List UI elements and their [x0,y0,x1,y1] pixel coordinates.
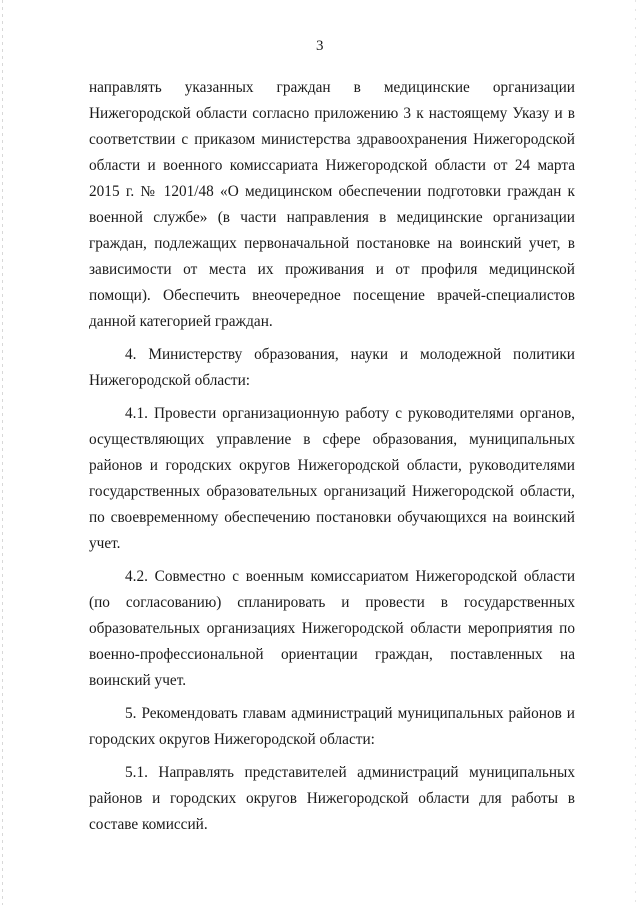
paragraph-item-5-1: 5.1. Направлять представителей администраций муниципальных районов и городских округов Нижегородской области для работы в составе комиссий. [89,764,575,833]
paragraph-item-4-1: 4.1. Провести организационную работу с руководителями органов, осуществляющих управление в сфере образования, муниципальных районов и городских округов Нижегородской области, руководителями государственных образовательных организаций Нижегородской области, по своевременному обеспечению постановки обучающихся на воинский учет. [89,405,575,552]
page-number: 3 [316,38,324,54]
paragraph-continuation: направлять указанных граждан в медицинские организации Нижегородской области согласно приложению 3 к настоящему Указу и в соответствии с приказом министерства здравоохранения Нижегородской области и военного комиссариата Нижегородской области от 24 марта 2015 г. № 1201/48 «О медицинском обеспечении подготовки граждан к военной службе» (в части направления в медицинские организации граждан, подлежащих первоначальной постановке на воинский учет, в зависимости от места их проживания и от профиля медицинской помощи). Обеспечить внеочередное посещение врачей-специалистов данной категорией граждан. [89,79,575,330]
paragraph-item-4-2: 4.2. Совместно с военным комиссариатом Нижегородской области (по согласованию) спланировать и провести в государственных образовательных организациях Нижегородской области мероприятия по военно-профессиональной ориентации граждан, поставленных на воинский учет. [89,568,575,689]
scan-edge-right [635,0,636,905]
document-body [89,75,575,838]
paragraph-item-4: 4. Министерству образования, науки и молодежной политики Нижегородской области: [89,346,575,389]
paragraph-item-5: 5. Рекомендовать главам администраций муниципальных районов и городских округов Нижегородской области: [89,705,575,748]
scan-edge-left [2,0,3,905]
